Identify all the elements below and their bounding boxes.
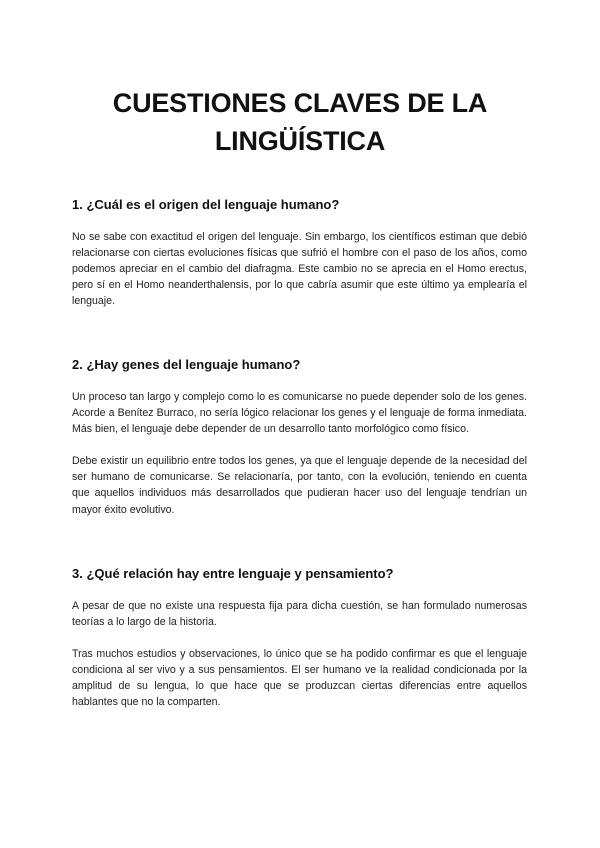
section-paragraph: No se sabe con exactitud el origen del lenguaje. Sin embargo, los científicos estiman que debió relacionarse con ciertas evoluciones físicas que sufrió el hombre con el paso de los años, como podemos apreciar en el cambio del diafragma. Este cambio no se aprecia en el Homo erectus, pero sí en el Homo neanderthalensis, por lo que cabría asumir que este último ya emplearía el lenguaje. (72, 231, 527, 308)
section-thought (72, 566, 527, 711)
section-paragraph: A pesar de que no existe una respuesta fija para dicha cuestión, se han formulado numerosas teorías a lo largo de la historia. (72, 600, 527, 629)
section-heading: 2. ¿Hay genes del lenguaje humano? (72, 357, 301, 372)
section-heading: 3. ¿Qué relación hay entre lenguaje y pensamiento? (72, 566, 394, 581)
section-origin (72, 197, 527, 309)
section-genes (72, 357, 527, 518)
section-heading: 1. ¿Cuál es el origen del lenguaje humano? (72, 197, 340, 212)
document-title: CUESTIONES CLAVES DE LA LINGÜÍSTICA (112, 88, 488, 156)
section-paragraph: Un proceso tan largo y complejo como lo es comunicarse no puede depender solo de los genes. Acorde a Benítez Burraco, no sería lógico relacionar los genes y el lenguaje de forma inmediata. Más bien, el lenguaje debe depender de un desarrollo tanto morfológico como físico. (72, 391, 527, 436)
section-paragraph: Debe existir un equilibrio entre todos los genes, ya que el lenguaje depende de la necesidad del ser humano de comunicarse. Se relacionaría, por tanto, con la evolución, teniendo en cuenta que aquellos individuos más desarrollados que pudieran hacer uso del lenguaje tendrían un mayor éxito evolutivo. (72, 455, 527, 516)
section-paragraph: Tras muchos estudios y observaciones, lo único que se ha podido confirmar es que el lenguaje condiciona al ser vivo y a sus pensamientos. El ser humano ve la realidad condicionada por la amplitud de su lengua, lo que hace que se produzcan ciertas diferencias entre aquellos hablantes que no la comparten. (72, 648, 527, 709)
